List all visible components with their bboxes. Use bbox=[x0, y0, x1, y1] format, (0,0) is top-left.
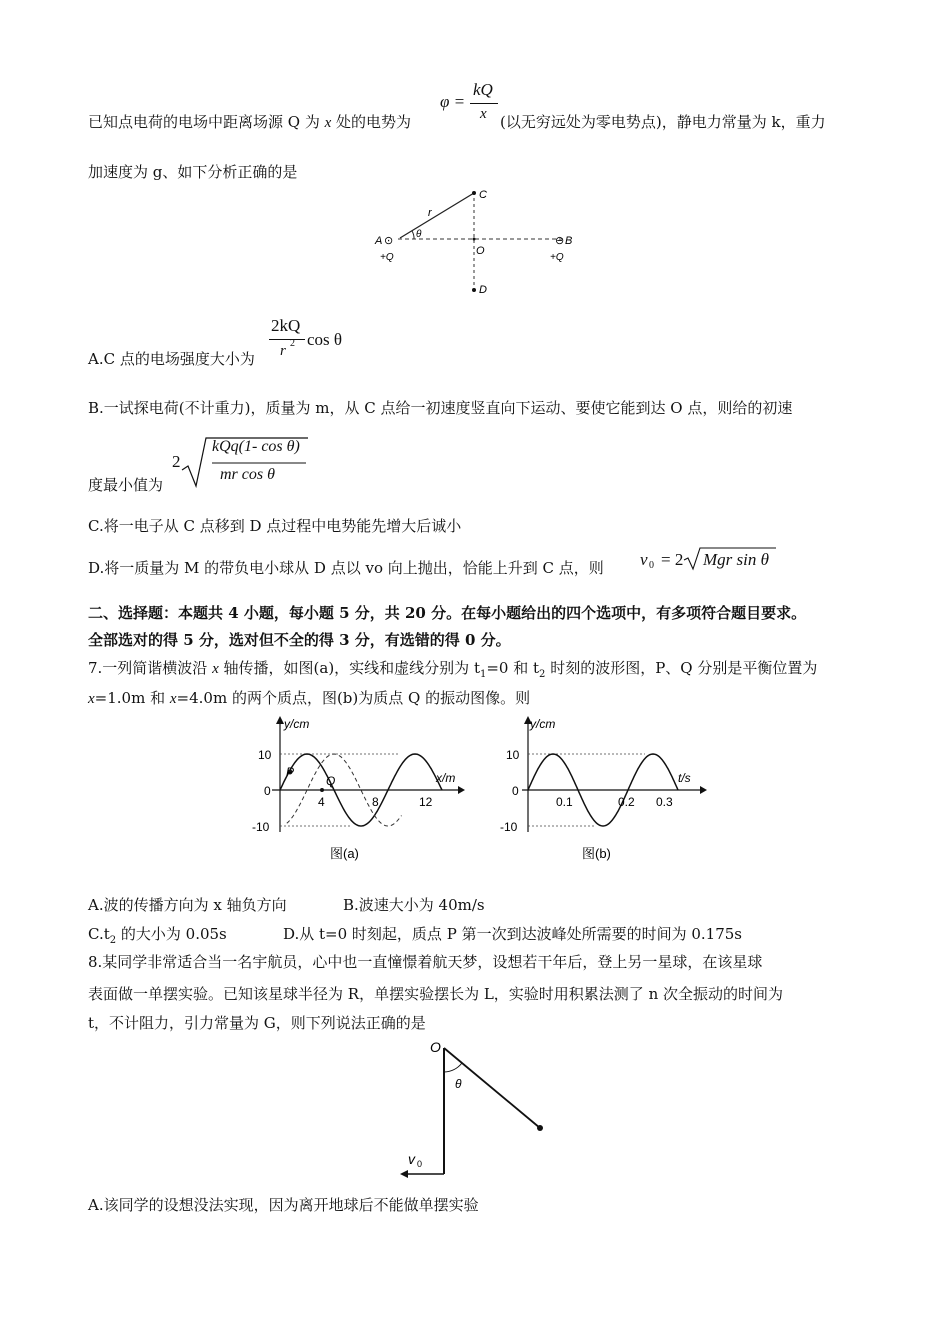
option-a-exp: 2 bbox=[290, 338, 295, 349]
label-ylabel-a: y/cm bbox=[284, 717, 310, 731]
theta-arc bbox=[412, 231, 414, 239]
line-AC bbox=[400, 193, 474, 238]
option-a-den: r bbox=[280, 343, 286, 359]
q7-line2: x=1.0m 和 x=4.0m 的两个质点，图(b)为质点 Q 的振动图像。则 bbox=[88, 689, 531, 707]
caption-b: 图(b) bbox=[582, 846, 611, 861]
label-P: P bbox=[286, 765, 295, 779]
potential-formula-den: x bbox=[480, 106, 487, 122]
point-D bbox=[472, 288, 476, 292]
option-a-tail: cos θ bbox=[307, 330, 343, 349]
prev-question-line2: 加速度为 g、如下分析正确的是 bbox=[88, 163, 298, 181]
option-d: D.将一质量为 M 的带负电小球从 D 点以 vo 向上抛出，恰能上升到 C 点，则 bbox=[88, 559, 604, 577]
pendulum-diagram bbox=[398, 1036, 558, 1182]
theta-arc bbox=[444, 1063, 462, 1072]
sym-A: ⊙ bbox=[384, 235, 394, 247]
q8-line1: 8.某同学非常适合当一名宇航员，心中也一直憧憬着航天梦，设想若干年后，登上另一星球，在该星球 bbox=[88, 953, 763, 971]
label-O: O bbox=[476, 245, 485, 257]
xtick-03: 0.3 bbox=[656, 795, 673, 809]
wave-graph-a bbox=[250, 714, 465, 864]
label-ylabel-b: y/cm bbox=[530, 717, 556, 731]
xtick-12: 12 bbox=[419, 795, 433, 809]
label-B: B bbox=[565, 235, 573, 247]
sym-B: ⊖ bbox=[555, 235, 565, 247]
option-a: A.C 点的电场强度大小为 bbox=[88, 350, 255, 368]
label-xlabel-a: x/m bbox=[436, 771, 456, 785]
charge-field-diagram bbox=[370, 182, 580, 300]
option-a-num: 2kQ bbox=[271, 316, 301, 335]
option-c: C.将一电子从 C 点移到 D 点过程中电势能先增大后诚小 bbox=[88, 517, 462, 535]
prev-question-line1-tail: (以无穷远处为零电势点)，静电力常量为 k，重力 bbox=[500, 113, 826, 131]
q8-line2: 表面做一单摆实验。已知该星球半径为 R，单摆实验摆长为 L，实验时用积累法测了 n 次全振动的时间为 bbox=[88, 985, 783, 1003]
ytick-10: 10 bbox=[258, 748, 272, 762]
ytick-10-b: 10 bbox=[506, 748, 520, 762]
ytick-0-b: 0 bbox=[512, 784, 519, 798]
label-A: A bbox=[375, 235, 383, 247]
ytick-0: 0 bbox=[264, 784, 271, 798]
label-Q: Q bbox=[326, 774, 336, 788]
q7-option-d: D.从 t=0 时刻起，质点 P 第一次到达波峰处所需要的时间为 0.175s bbox=[283, 925, 742, 943]
label-C: C bbox=[479, 189, 487, 201]
potential-formula-num: kQ bbox=[473, 80, 493, 99]
pendulum-bob bbox=[537, 1125, 543, 1131]
label-plusQ-right: +Q bbox=[550, 252, 564, 263]
q7-option-b: B.波速大小为 40m/s bbox=[343, 896, 485, 914]
label-v0-sub: 0 bbox=[417, 1159, 423, 1169]
option-d-v: v bbox=[640, 550, 648, 569]
option-a-bar bbox=[269, 339, 305, 340]
q8-line3: t，不计阻力，引力常量为 G，则下列说法正确的是 bbox=[88, 1014, 426, 1032]
q8-option-a: A.该同学的设想没法实现，因为离开地球后不能做单摆实验 bbox=[88, 1196, 479, 1214]
point-C bbox=[472, 191, 476, 195]
xtick-02: 0.2 bbox=[618, 795, 635, 809]
vibration-graph-b bbox=[500, 714, 710, 864]
xtick-01: 0.1 bbox=[556, 795, 573, 809]
label-D: D bbox=[479, 284, 487, 296]
point-O bbox=[473, 238, 476, 241]
option-d-eq: = 2 bbox=[661, 550, 684, 569]
option-d-rad: Mgr sin θ bbox=[703, 550, 769, 569]
potential-formula-lhs: φ = bbox=[440, 92, 466, 111]
q7-line1: 7.一列简谐横波沿 x 轴传播，如图(a)，实线和虚线分别为 $t_1=0$ 和 $t_2$ 时刻的波形图，P、Q 分别是平衡位置为 bbox=[88, 659, 818, 680]
label-theta-pendulum: θ bbox=[455, 1077, 462, 1091]
ytick-neg10-b: -10 bbox=[500, 820, 518, 834]
q7-option-c: $C.t_2$ 的大小为 0.05s bbox=[88, 925, 227, 946]
label-plusQ-left: +Q bbox=[380, 252, 394, 263]
option-b-line1: B.一试探电荷(不计重力)，质量为 m，从 C 点给一初速度竖直向下运动、要使它能到达 O 点，则给的初速 bbox=[88, 399, 793, 417]
option-d-v-sub: 0 bbox=[649, 560, 654, 571]
prev-question-line1: 已知点电荷的电场中距离场源 Q 为 x 处的电势为 bbox=[88, 113, 412, 131]
label-O-pendulum: O bbox=[430, 1039, 441, 1055]
ytick-neg10: -10 bbox=[252, 820, 270, 834]
potential-formula-bar bbox=[470, 103, 498, 104]
label-v0: v bbox=[408, 1151, 415, 1167]
label-theta: θ bbox=[416, 229, 422, 240]
option-b-coef: 2 bbox=[172, 452, 181, 471]
section2-line1: 二、选择题：本题共 4 小题，每小题 5 分，共 20 分。在每小题给出的四个选项中，有多项符合题目要求。 bbox=[88, 604, 807, 622]
section2-line2: 全部选对的得 5 分，选对但不全的得 3 分，有选错的得 0 分。 bbox=[88, 631, 511, 649]
xtick-8: 8 bbox=[372, 795, 379, 809]
caption-a: 图(a) bbox=[330, 846, 359, 861]
option-b-den: mr cos θ bbox=[220, 466, 275, 483]
label-xlabel-b: t/s bbox=[678, 771, 691, 785]
option-b-line2: 度最小值为 bbox=[88, 476, 164, 494]
point-Q bbox=[320, 788, 324, 792]
label-r: r bbox=[428, 207, 432, 219]
option-b-num: kQq(1- cos θ) bbox=[212, 438, 300, 455]
q7-option-a: A.波的传播方向为 x 轴负方向 bbox=[88, 896, 287, 914]
xtick-4: 4 bbox=[318, 795, 325, 809]
